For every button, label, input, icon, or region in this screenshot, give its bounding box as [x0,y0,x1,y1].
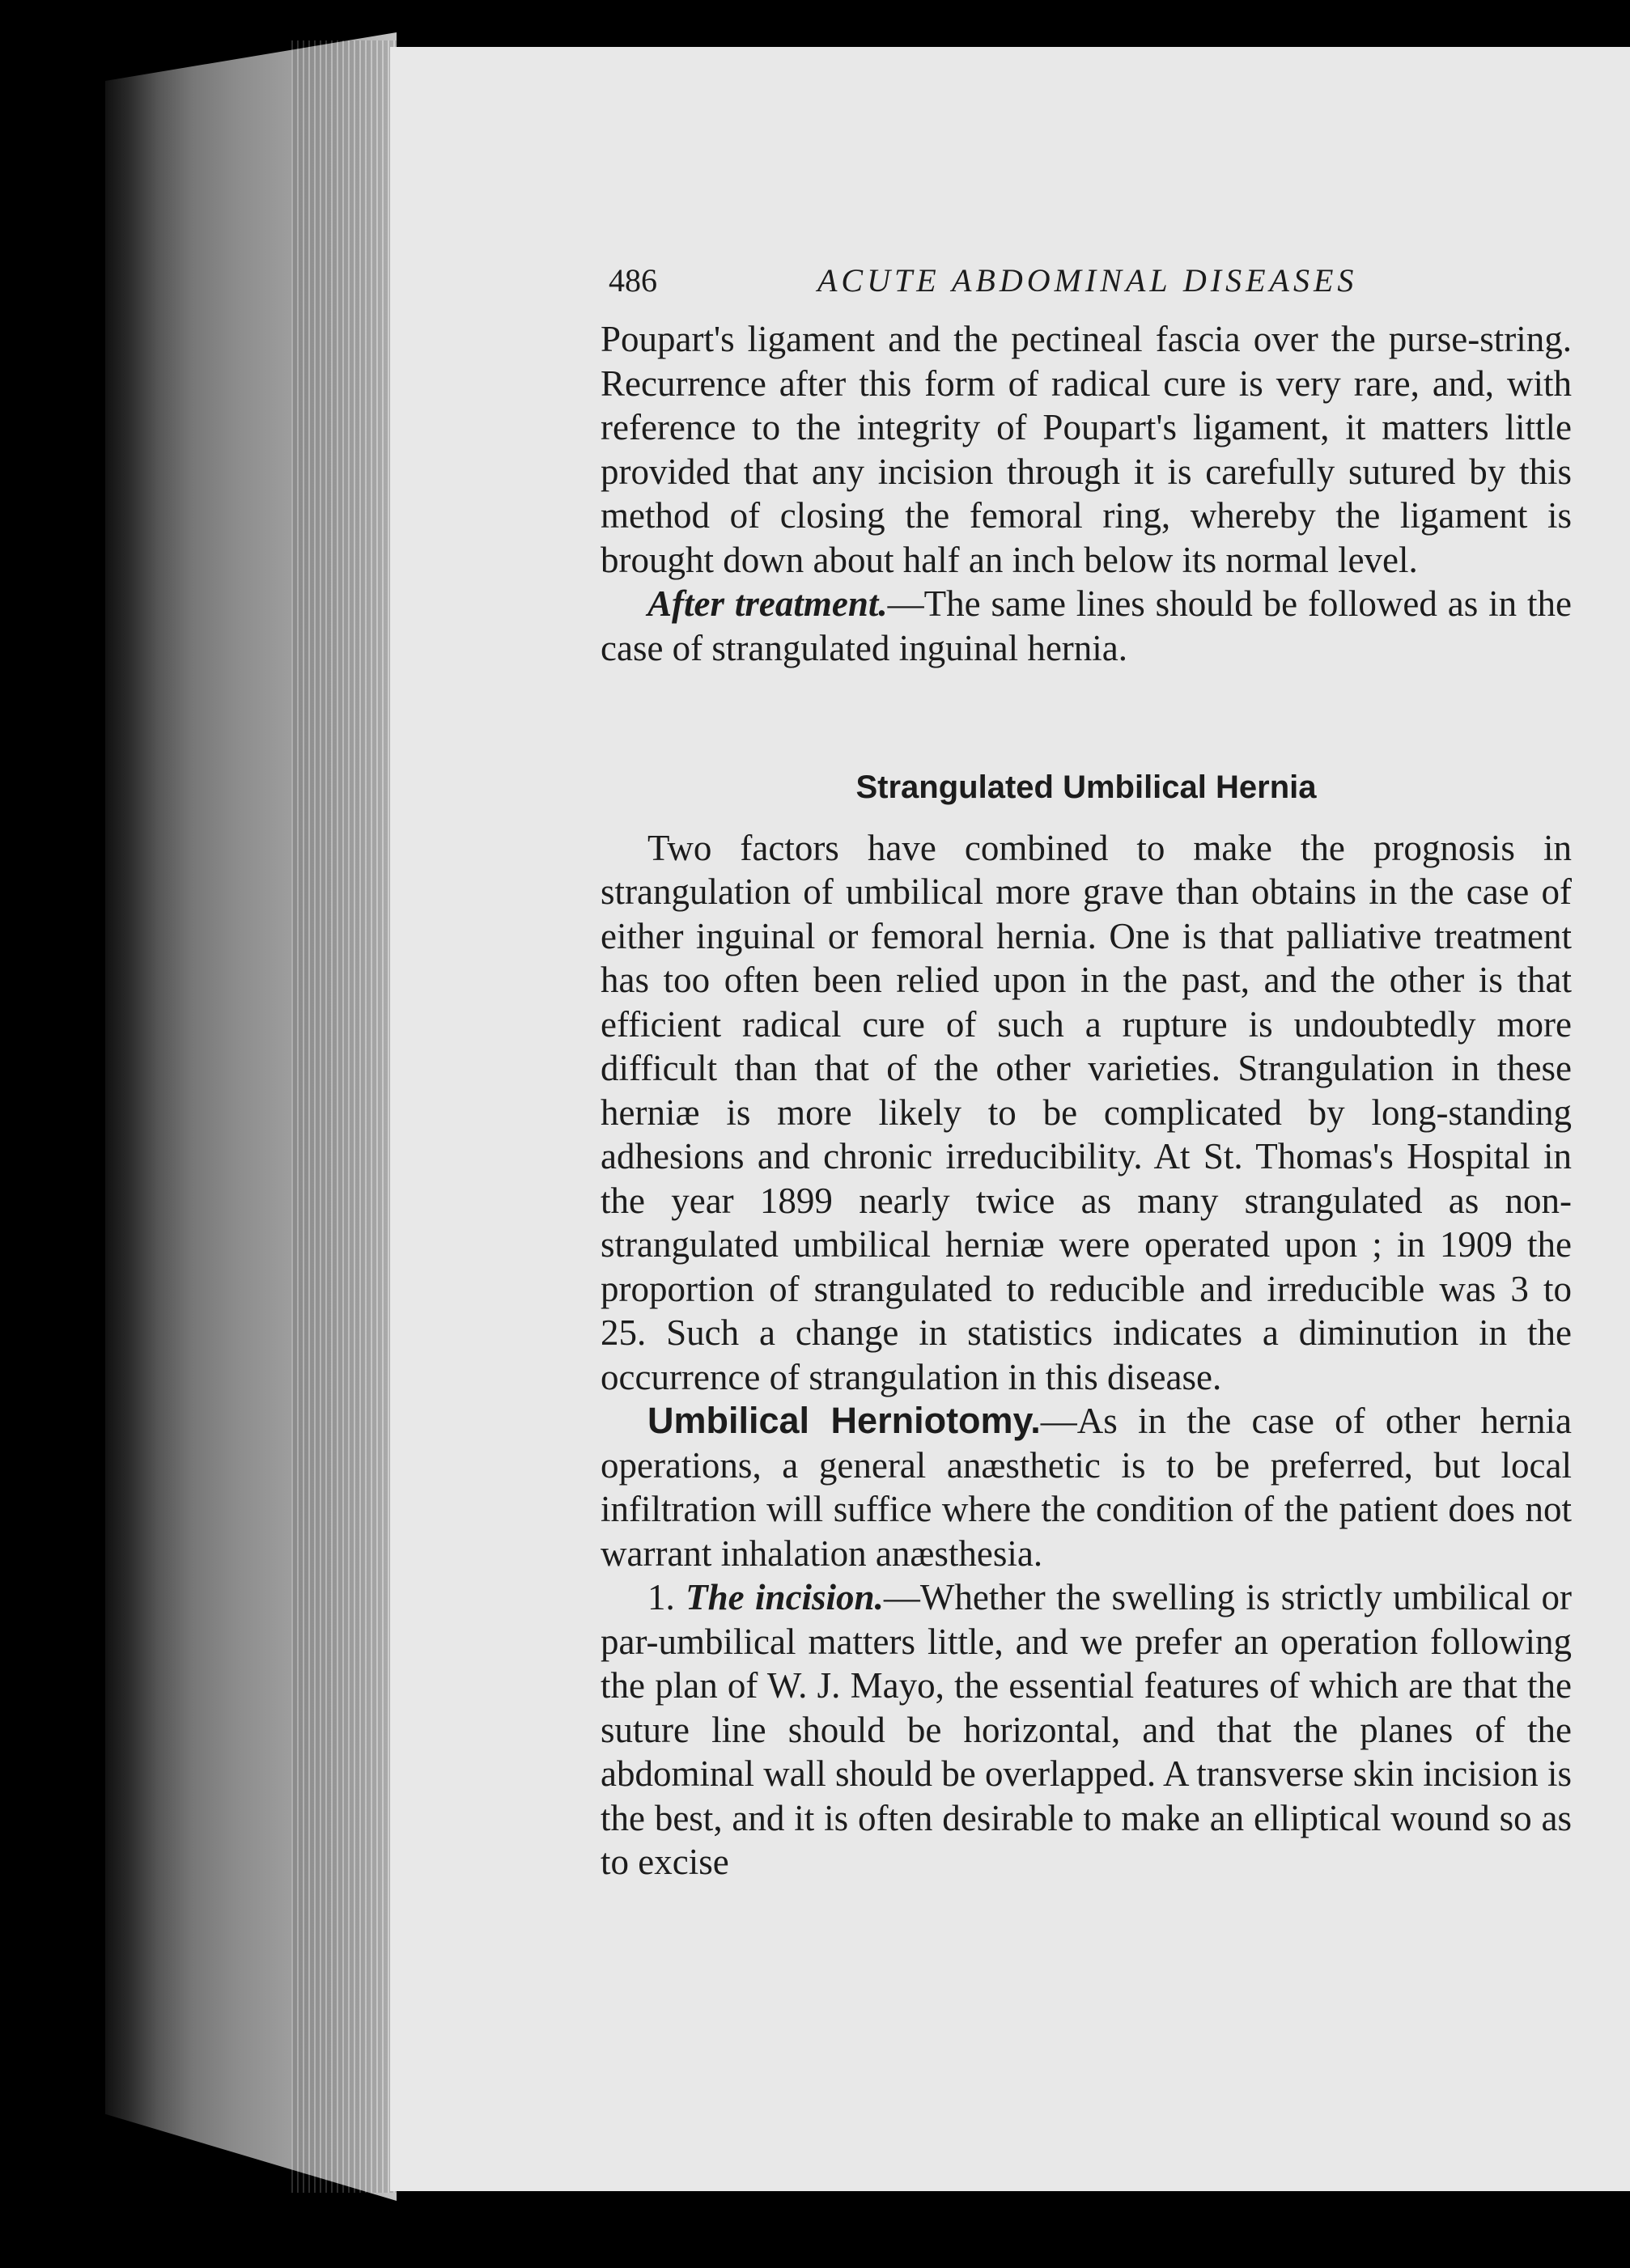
run-in-heading: The incision. [686,1577,884,1617]
paragraph-text: —The same lines should be followed as in the case of strangulated inguinal hernia. [601,583,1573,668]
paragraph-text: —As in the case of other hernia operations, a general anæsthetic is to be preferred, but local infiltration will suffice where the condition of the patient does not warrant inhalation anæsthesia. [601,1401,1572,1574]
paragraph-after-treatment [601,582,1572,670]
run-in-heading: Umbilical Herniotomy. [647,1400,1041,1441]
run-in-heading: After treatment. [647,583,888,624]
paragraph-prognosis: Two factors have combined to make the prognosis in strangulation of umbilical more grave than obtains in the case of either inguinal or femoral hernia. One is that palliative treatment has too often been relied upon in the past, and the other is that efficient radical cure of such a rupture is undoubtedly more difficult than that of the other varieties. Strangulation in these herniæ is more likely to be complicated by long-standing adhesions and chronic irreducibility. At St. Thomas's Hospital in the year 1899 nearly twice as many strangulated as non-strangulated umbilical herniæ were operated upon ; in 1909 the proportion of strangulated to reducible and irreducible was 3 to 25. Such a change in statistics indicates a diminution in the occurrence of strangulation in this disease. [601,827,1572,1397]
page-header [601,259,1572,317]
page-text [601,259,1572,1884]
step-number: 1. [647,1577,686,1617]
running-head: ACUTE ABDOMINAL DISEASES [817,262,1358,299]
page-edges [291,40,397,2193]
paragraph-herniotomy [601,1399,1572,1575]
page-number: 486 [609,262,657,299]
section-heading: Strangulated Umbilical Hernia [855,769,1317,805]
paragraph-text: —Whether the swelling is strictly umbilical or par-umbilical matters little, and we prefer an operation following the plan of W. J. Mayo, the essential features of which are that the suture line should be horizontal, and that the planes of the abdominal wall should be overlapped. A transverse skin incision is the best, and it is often desirable to make an elliptical wound so as to excise [601,1577,1573,1882]
paragraph-continued: Poupart's ligament and the pectineal fascia over the purse-string. Recurrence after this form of radical cure is very rare, and, with reference to the integrity of Poupart's ligament, it matters little provided that any incision through it is carefully sutured by this method of closing the femoral ring, whereby the ligament is brought down about half an inch below its normal level. [601,319,1572,580]
paragraph-incision [601,1575,1572,1884]
